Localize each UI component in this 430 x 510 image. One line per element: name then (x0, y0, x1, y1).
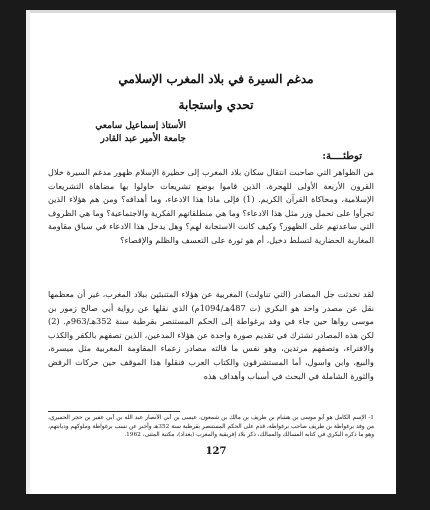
scan-edge-top (26, 10, 396, 13)
author-name: الأستاذ إسماعيل سامعي (95, 121, 186, 131)
page-number: 127 (205, 446, 227, 457)
author-affiliation: جامعة الأمير عبد القادر (100, 134, 186, 144)
footnote: 1- الإسم الكامل هو أبو موسى بن هشام بن طريف بن مالك بن شمعون، عيسى بن أبي الأنصار عبد الله بن أبي عفير بن حجر الحميري، من وفد برغواطة بن طريف صاحب برغواطة، قدم على الحكم المستنصر بقرطبة سنة 352هـ وأخبر عن نسب برغواطة وملوكهم وديانتهم، وهو ما ذكره البكري في كتابه المسالك والممالك، ذكر بلاد إفريقية والمغرب (بغداد)، مكتبة المثنى، 1962. (48, 415, 374, 439)
paragraph-1: من الظواهر التي صاحبت انتقال سكان بلاد المغرب إلى حظيرة الإسلام ظهور مدغم السيرة خلال القرون الأربعة الأولى للهجرة، الذين قاموا بوضع تشريعات حاولوا بها مضاهاة التشريعات الإسلامية، ومحاكاة القرآن الكريم. (1) فإلى ماذا هذا الادعاء، وما أهدافه؟ ومن هم هؤلاء الذين تجرأوا على تحمل وزر مثل هذا الادعاء؟ وما هي منطلقاتهم الفكرية والاجتماعية؟ وما هي الظروف التي ساعدتهم على الظهور؟ وكيف كانت الاستجابة لهم؟ وهل يدخل هذا الادعاء في سياق مقاومة المغاربة الحضارية لتسلط دخيل، أم هو ثورة على التعسف والظلم والإقصاء؟ (48, 167, 374, 245)
scan-edge-left (26, 10, 30, 494)
document-page (26, 10, 396, 494)
paragraph-2: لقد تحدثت جل المصادر (التي تناولت) المغربية عن هؤلاء المتنبئين ببلاد المغرب، غير أن معظمها نقل عن مصدر واحد هو البكري (ت 487هـ/1094م) الذي نقلها عن رواية أبي صالح زمور بن موسى رواها حين جاء في وفد برغواطة إلى الحكم المستنصر بقرطبة سنة 352هـ/963م. (2) لكن هذه المصادر تشترك في تقديم صورة واحدة عن هؤلاء المدعين، الذين تصفهم بالكفر والكذب والافتراء، وتصفهم مرتدين، وهو نفس ما قالته مصادر زعماء المقاومة المغربية مثل ميسرة، والبيع، وابن واسول، أما المستشرقون والكتاب العرب فنقلوا هذا الموقف حين حركات الرفض والثورة الشاملة في البحث في أسباب وأهداف هذه (48, 289, 374, 381)
article-title: مدغم السيرة في بلاد المغرب الإسلامي (118, 72, 314, 86)
article-subtitle: تحدي واستجابة (178, 98, 254, 112)
footnote-separator (48, 411, 180, 412)
section-heading-intro: توطئــــة: (322, 151, 362, 162)
